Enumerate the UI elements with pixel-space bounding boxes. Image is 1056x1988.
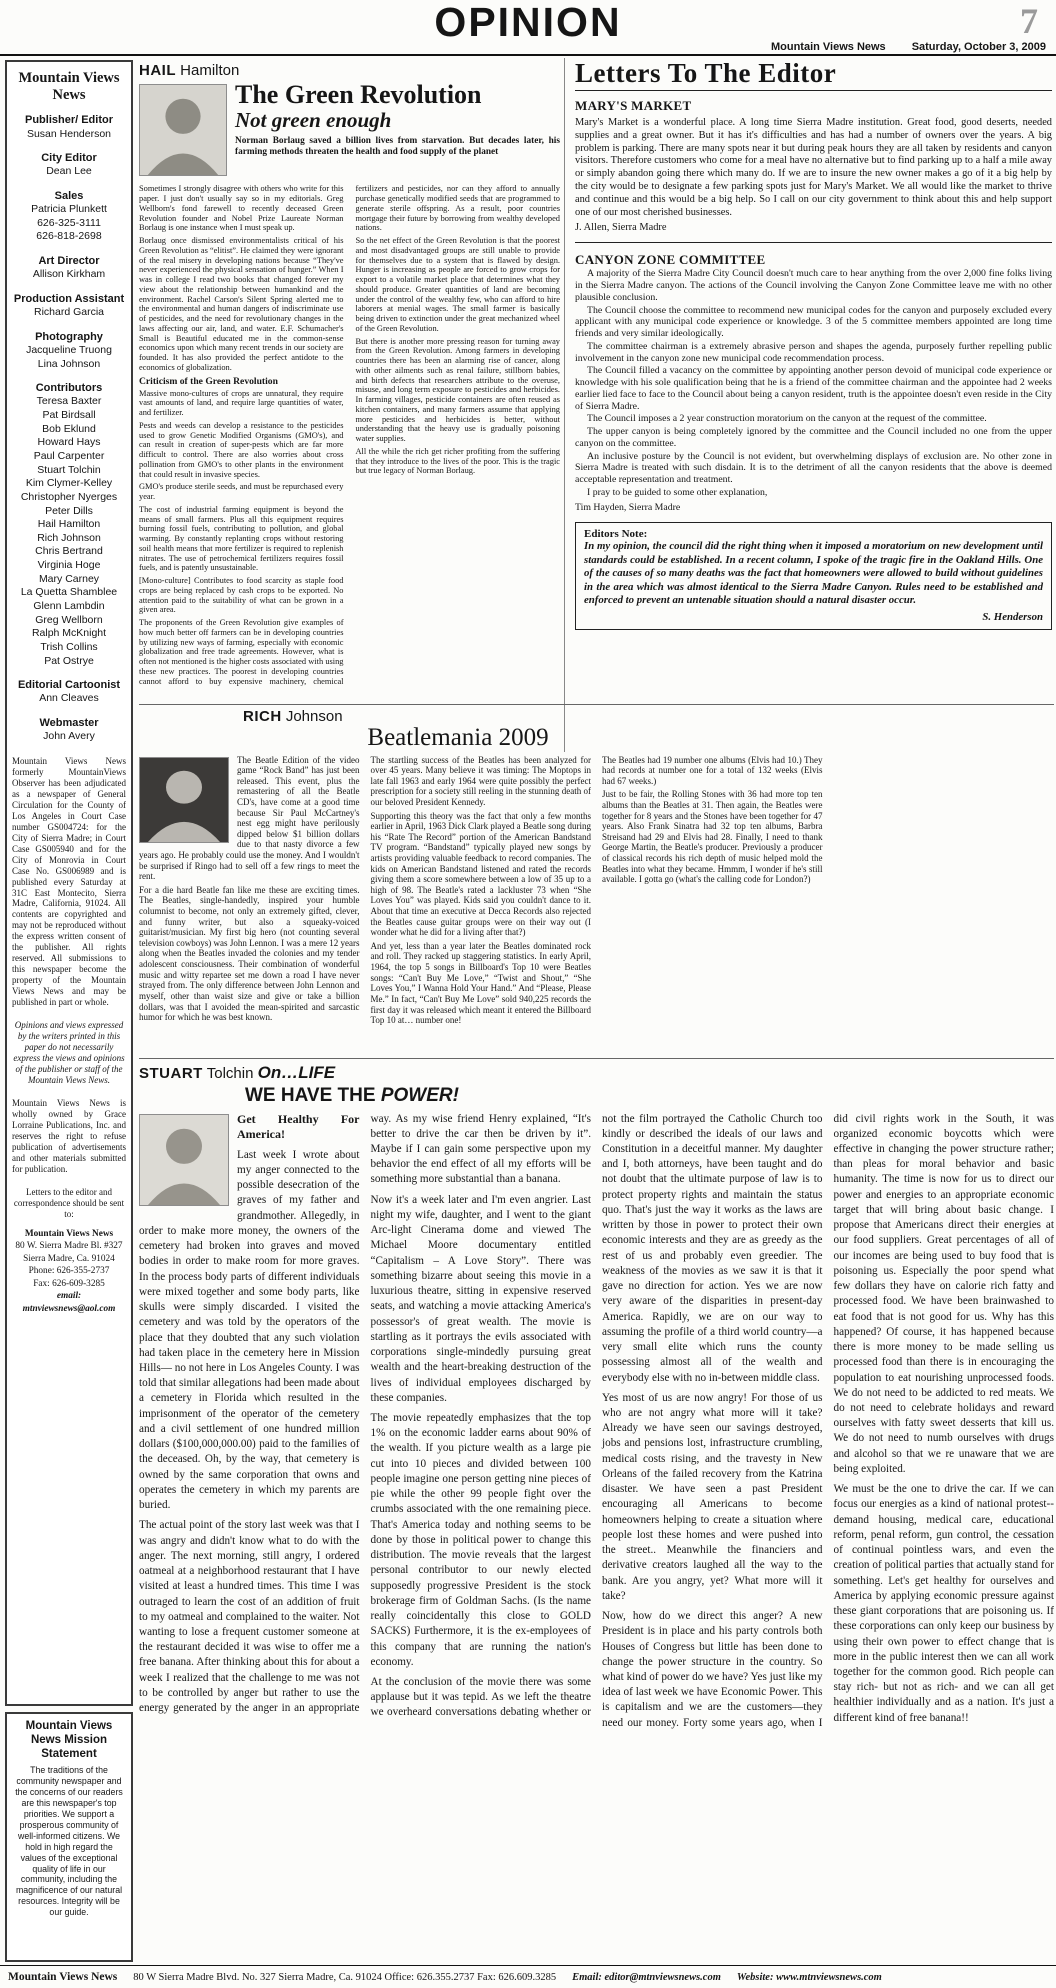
body-paragraph: All the while the rich get richer profiting from the suffering that they introduce to the lives of the poor. This is the tragic but true legacy of Norman Borlaug.: [355, 446, 560, 476]
footer-email-value: editor@mtnviewsnews.com: [604, 1971, 721, 1983]
letter-paragraph: The committee chairman is a extremely abrasive person and shapes the agenda, purposely further repelling public involvement in the canyon zone new municipal code recommendation process.: [575, 340, 1052, 364]
kicker-last-name: Johnson: [285, 708, 343, 725]
person-name: Richard Garcia: [33, 306, 105, 319]
column-kicker: [139, 62, 560, 79]
mission-statement-box: [5, 1712, 133, 1962]
contributor-name: Bob Eklund: [42, 422, 96, 435]
role-label: Art Director: [38, 255, 100, 268]
letter-paragraph: The Council filled a vacancy on the committee by appointing another person devoid of municipal code experience or knowledge with his sole qualification being that he is a friend of the committee chairman and the appointee had 2 weeks earlier lied face to face to the Council about being a canyon resident, truth is the appointee doesn't even reside in the City of Sierra Madre.: [575, 365, 1052, 412]
article-intro: Get Healthy For America!: [237, 1111, 360, 1142]
contributor-name: Virginia Hoge: [37, 559, 101, 572]
kicker-last-name: Tolchin: [206, 1065, 254, 1082]
role-names: [12, 344, 126, 371]
paragraph-group: [139, 1112, 1054, 1731]
contributor-name: Greg Wellborn: [35, 613, 103, 626]
role-block-art-director: [12, 255, 126, 282]
letters-to-editor: [564, 58, 1054, 752]
person-name: Patricia Plunkett: [31, 203, 107, 216]
role-label: Production Assistant: [13, 292, 125, 305]
person-name: John Avery: [43, 730, 95, 743]
editors-note-signature: S. Henderson: [982, 610, 1043, 623]
paper-name: Mountain Views News: [770, 41, 886, 53]
page-footer: [0, 1965, 1056, 1988]
body-paragraph: Now it's a week later and I'm even angrier. Last night my wife, daughter, and I went to the giant Arc-light Cinerama dome and viewed The Michael Moore documentary entitled “Capitalism – A Love Story”. There was something bizarre about seeing this movie in a luxurious theatre, sitting in expensive reserved seats, and watching a movie attacking America's possessor's of great wealth. The movie is startling as it portrays the evils associated with corporations single-mindedly pursuing great wealth and the heart-breaking destruction of the lives of individual employees discharged by these companies.: [370, 1193, 591, 1404]
body-paragraph: Pests and weeds can develop a resistance to the pesticides used to grow Genetic Modified Organisms (GMO's), and can result in creation of super-pests which are far more difficult to control. There are also worries about cross pollination from GMO's to other plants in the environment that could result in invasive species.: [139, 420, 344, 479]
contributor-name: Teresa Baxter: [36, 395, 102, 408]
role-block-cartoonist: [12, 679, 126, 706]
role-label: Editorial Cartoonist: [17, 679, 121, 692]
letters-instruction: Letters to the editor and correspondence should be sent to:: [13, 1186, 125, 1219]
subhead: Not green enough: [235, 107, 392, 132]
kicker-column-name: On…LIFE: [257, 1063, 336, 1082]
ownership-notice: Mountain Views News is wholly owned by Grace Lorraine Publications, Inc. and reserves the right to refuse publication of advertisements and other materials submitted for publication.: [12, 1097, 126, 1174]
mission-body: The traditions of the community newspaper and the concerns of our readers are this newspaper's top priorities. We support a prosperous community of well-informed citizens. We hold in high regard the values of the exceptional quality of life in our community, including the magnificence of our natural resources. Integrity will be our guide.: [15, 1765, 123, 1918]
role-block-contributors: [12, 382, 126, 668]
footer-paper-name: Mountain Views News: [8, 1971, 118, 1983]
adjudication-notice: Mountain Views News formerly MountainViews Observer has been adjudicated as a newspaper of General Circulation for the County of Los Angeles in Court Case number GS004724: for the City of Sierra Madre; in Court Case GS005940 and for the City of Monrovia in Court Case No. GS006989 and is published every Saturday at 31C East Montecito, Sierra Madre, California, 91024. All contents are copyrighted and may not be reproduced without the express written consent of the publisher. All rights reserved. All submissions to this newspaper become the property of the Mountain Views News and may be published in part or whole.: [12, 755, 126, 1008]
footer-email: [572, 1972, 721, 1983]
contributor-name: Ralph McKnight: [31, 627, 107, 640]
portrait-placeholder-icon: [140, 758, 228, 842]
body-paragraph: So the net effect of the Green Revolution is that the poorest and most disadvantaged groups are still unable to provide for themselves due to a system that is flawed by design. Hunger is increasing as people are forced to grow crops for export to a volatile market place that determines what they should produce. Greater quantities of land are becoming under the control of the wealthy few, who can afford to hire laborers at menial wages. The small farmer is basically being driven to extinction under the great mechanized wheel of the Green Revolution.: [355, 236, 560, 333]
contributor-name: Kim Clymer-Kelley: [25, 477, 113, 490]
crosshead: Criticism of the Green Revolution: [139, 375, 278, 387]
article-beatlemania: [139, 704, 1054, 1054]
paragraph-group: [139, 184, 344, 372]
masthead-title: Mountain Views News: [18, 70, 120, 103]
headline: Beatlemania 2009: [367, 724, 549, 752]
address-line: mtnviewsnews@aol.com: [22, 1303, 116, 1314]
letter-signature: Tim Hayden, Sierra Madre: [575, 501, 681, 513]
headline-plain: WE HAVE THE: [245, 1084, 376, 1106]
letters-title: Letters To The Editor: [575, 58, 1052, 91]
letter-heading-canyon-zone: CANYON ZONE COMMITTEE: [575, 252, 766, 268]
contributor-name: Rich Johnson: [37, 531, 101, 544]
role-label: Webmaster: [39, 717, 99, 730]
role-block-photography: [12, 331, 126, 371]
person-name: Lina Johnson: [37, 357, 101, 370]
contributor-name: Howard Hays: [37, 436, 101, 449]
body-paragraph: Sometimes I strongly disagree with others who write for this paper. I just don't usually say so in my editorials. Greg Wellborn's fond farewell to recently deceased Green Revolution founder and Nobel Prize Laureate Norman Borlaug is one instance when I must speak up.: [139, 184, 344, 233]
role-names: [12, 128, 126, 142]
mission-title: Mountain Views News Mission Statement: [25, 1720, 113, 1760]
role-label: City Editor: [41, 152, 97, 165]
contributor-name: Paul Carpenter: [33, 449, 105, 462]
footer-email-label: Email:: [572, 1971, 602, 1983]
masthead-sidebar: [5, 60, 133, 1706]
person-name: 626-325-3111: [37, 216, 101, 229]
contributor-name: Mary Carney: [38, 572, 100, 585]
article-body: [139, 184, 560, 694]
kicker-first-name: STUART: [139, 1065, 203, 1082]
body-paragraph: The startling success of the Beatles has been analyzed for over 45 years. Many believe it was timing: The Moptops in late fall 1963 and early 1964 were quite possibly the perfect prescription for a society still reeling in the stunning death of our beloved President Kennedy.: [370, 754, 591, 807]
person-name: 626-818-2698: [36, 230, 102, 243]
body-paragraph: Borlaug once dismissed environmentalists critical of his Green Revolution as “elitist”. He claimed they were ignorant of the real misery in developing nations because “They've never experienced the physical sensation of hunger.” When I was in college I read two books that changed forever my view about the relationship between humankind and the environment. Rachel Carson's Silent Spring alerted me to the environmental and human dangers of indiscriminate use of pesticides, and the need for revolutionary changes in the laws affecting our air, land, and water. E.F. Schumacher's Small is Beautiful educated me in the common-sense economics upon which many recent trends in our society are founded. It has also provided the perfect antidote to the economics of globalization.: [139, 236, 344, 372]
body-paragraph: And yet, less than a year later the Beatles dominated rock and roll. They racked up staggering statistics. In early April, 1964, the top 5 songs in Billboard's Top 10 were Beatles songs: “Can't Buy Me Love,” “Twist and Shout,” “She Loves You,” I Wanna Hold Your Hand.” And “Please, Please Me.” In fact, “Can't Buy Me Love” sold 940,225 records the first day it was released which meant it entered the Billboard Top 10 at… number one!: [370, 940, 591, 1026]
body-paragraph: The cost of industrial farming equipment is beyond the means of small farmers. Plus all this equipment requires burning fossil fuels, contributing to pollution, and global warming. By constantly replanting crops without restoring soil health means that more fertilizer is required to replenish nitrates. The use of petrochemical fertilizers requires fossil fuels, and is patently unsustainable.: [139, 504, 344, 573]
address-line: email:: [56, 1291, 82, 1302]
paragraph-group: [575, 268, 1052, 498]
article-lede: Norman Borlaug saved a billion lives from starvation. But decades later, his farming methods threaten the health and food supply of the planet: [235, 135, 560, 158]
letter-paragraph: The Council choose the committee to recommend new municipal codes for the canyon and purposely excluded every applicant with any municipal code experience or knowledge. 3 of the 5 committee members appointed are long time friends and very similar ideologically.: [575, 304, 1052, 340]
role-label: Contributors: [35, 382, 103, 395]
person-name: Susan Henderson: [26, 127, 112, 140]
column-kicker: [243, 708, 1054, 725]
body-paragraph: The proponents of the Green Revolution give examples of how much better off farmers can be in developing countries by utilizing new ways of farming, especially with economic globalization and free trade agreements. However, what is often not mentioned is the higher costs associated with using these new practices. The poorest in developing countries cannot afford to buy expensive machinery, chemical fertilizers and pesticides, nor can they afford to annually purchase genetically modified seeds that are programmed to generate sterile offspring. As a result, poor countries mortgage their future by borrowing from wealthy developed nations.: [139, 184, 560, 686]
role-block-city-editor: [12, 152, 126, 179]
address-line: Fax: 626-609-3285: [33, 1278, 105, 1289]
address-line: 80 W. Sierra Madre Bl. #327: [15, 1241, 123, 1252]
letter-paragraph: The upper canyon is being completely ignored by the committee and the Council included no one from the upper canyon on the committee.: [575, 426, 1052, 449]
address-line: Mountain Views News: [24, 1228, 114, 1239]
headline: The Green Revolution: [235, 82, 482, 110]
contributor-name: Chris Bertrand: [35, 545, 103, 558]
role-block-production: [12, 293, 126, 320]
role-names: [12, 692, 126, 706]
letter-heading-marys-market: MARY'S MARKET: [575, 98, 692, 113]
role-names: [12, 730, 126, 744]
editors-note-body: In my opinion, the council did the right thing when it imposed a moratorium on new development until standards could be established. In a recent column, I spoke of the tragic fire in the Oakland Hills. One of the causes of so many deaths was the fact that homeowners were allowed to build without guidelines in the area which was almost identical to the Sierra Madre Canyon. Rules need to be established and enforced to prevent an untenable situation should a natural disaster occur.: [584, 540, 1043, 607]
role-block-sales: [12, 190, 126, 244]
body-paragraph: The movie repeatedly emphasizes that the top 1% on the economic ladder earns about 90% of the wealth. If you picture wealth as a large pie cut into 10 pieces and divided between 100 people imagine one person getting nine pieces of pie while the other 99 people fight over the crumbs associated with the one remaining piece. That's America today and nothing seems to be done by those in political power to change this distribution. The movie reveals that the largest personal contributor to our newly elected supposedly progressive President is the stock brokerage firm of Goldman Sachs. (Is the name really coincidentally this close to GOLD SACKS) Furthermore, it is the ex-employees of this company that are running the nation's economy.: [370, 1412, 591, 1668]
paragraph-group: [139, 755, 823, 1043]
contributor-list: [12, 395, 126, 668]
body-paragraph: For a die hard Beatle fan like me these are exciting times. The Beatles, single-handedly, inspired your humble columnist to become, not only an extremely gifted, clever, and funny writer, but also a squeaky-voiced guitarist/musician. My first big hero (not counting several television cowboys) was John Lennon. I was a mere 12 years along when the Beatles invaded the colonies and my tender adolescent consciousness. Their combination of wonderful music and witty repartee set me down a road I have never strayed from. The only difference between John Lennon and myself, other than waist size and give or take a billion dollars, was that I avoided the mean-spirited and sarcastic humor for which he was best known.: [139, 884, 360, 1023]
portrait-placeholder-icon: [140, 1115, 228, 1205]
role-block-webmaster: [12, 717, 126, 744]
contributor-name: Pat Birdsall: [42, 409, 96, 422]
kicker-first-name: HAIL: [139, 62, 176, 79]
contributor-name: Pat Ostrye: [44, 654, 94, 667]
section-title: OPINION: [434, 0, 622, 45]
role-label: Sales: [54, 190, 84, 202]
article-head: [139, 82, 560, 180]
footer-website: [737, 1972, 882, 1983]
opinions-disclaimer: Opinions and views expressed by the writers printed in this paper do not necessarily express the views and opinions of the publisher or staff of the Mountain Views News.: [13, 1020, 125, 1086]
article-body: [139, 755, 1054, 1043]
letter-paragraph: A majority of the Sierra Madre City Council doesn't much care to hear anything from the over 2,000 fine folks living in the Sierra Madre canyon. The actions of the Council involving the Canyon Zone Committee leave me with no other plausible conclusion.: [575, 268, 1052, 303]
article-body: [139, 1112, 1054, 1731]
portrait-placeholder-icon: [140, 85, 226, 175]
body-paragraph: The Beatles had 19 number one albums (Elvis had 10.) They had records at number one for a total of 132 weeks (Elvis had 67 weeks.): [602, 754, 823, 786]
body-paragraph: [Mono-culture] Contributes to food scarcity as staple food crops are being replaced by cash crops to be exported. No attention paid to the suitability of what can be grown in a given area.: [139, 576, 344, 615]
kicker-first-name: RICH: [243, 708, 282, 725]
body-paragraph: Last week I wrote about my anger connected to the possible desecration of the graves of my father and grandmother. Allegedly, in order to make more money, the owners of the cemetery had broken into graves and moved bodies in order to make room for more graves. In the process body parts of different individuals were mixed together and some body parts, like skulls were simply discarded. I visited the cemetery and was told by the operators of the place that they doubted that any such violation had taken place in the cemetery here in Mission Hills— no not here in Los Angeles County. I was told that similar allegations had been made about a cemetery in Florida which resulted in the imprisonment of the operator of the cemetery and a civil settlement of one hundred million dollars ($100,000,000.00) paid to the families of the deceased. Oh, by the way, that cemetery is owned by the same corporation that owns and operates the cemetery in which my parents are buried.: [139, 1148, 360, 1512]
body-paragraph: At the conclusion of the movie there was some applause but it was tepid. As we left the theatre we overheard conversations debating whether or not the film portrayed the Catholic Church too kindly or described the ideals of our laws and Constitution in a deceitful manner. My daughter and I, both attorneys, have been taught and do not doubt that the ultimate purpose of law is to protect property rights and maintain the status quo. That's just the way it works as the laws are written by those in power to protect their own economic interests and they are as greedy as the rest of us and probably even greedier. The weakness of the movies as we saw it is that it gave no direction for action. Yes we are now very aware of the disparities in present-day America. Rapidly, we are on our way to assuming the profile of a third world country—a very small elite which runs the county possessing almost all of the wealth and everybody else with no in-between middle class.: [370, 1112, 823, 1719]
person-name: Dean Lee: [46, 165, 92, 178]
article-we-have-the-power: [139, 1058, 1054, 1960]
column-kicker: [139, 1063, 1054, 1083]
role-names: [12, 203, 126, 244]
article-head: [243, 708, 1054, 752]
editors-note-box: [575, 522, 1052, 630]
page-header: [0, 0, 1056, 56]
letter-paragraph: An inclusive posture by the Council is not evident, but overwhelming displays of exclusion are. No other zone in Sierra Madre is treated with such disdain. It is to the detriment of all the canyon residents that the above is deemed acceptable representation and treatment.: [575, 450, 1052, 486]
footer-address: 80 W Sierra Madre Blvd. No. 327 Sierra Madre, Ca. 91024 Office: 626.355.2737 Fax: 626.609.3285: [133, 1971, 557, 1983]
body-paragraph: The actual point of the story last week was that I was angry and didn't know what to do with the anger. The next morning, still angry, I ordered oatmeal at a neighborhood restaurant that I have visited at least a hundred times. This time I was outraged to learn the cost of an addition of fruit to my oatmeal and complained to the waiter. Not wanting to lose a frequent customer someone at the restaurant decided it was wise to offer me a free banana. After thinking about this for about a week I realized that the challenge to me was not to be controlled by anger but rather to use the energy generated by the anger in an appropriate way. As my wise friend Henry explained, “It's better to drive the car then be driven by it”. Maybe if I can gain some perspective upon my behavior the end effect of all my efforts will be something more substantial than a banana.: [139, 1112, 591, 1715]
letter-body: Mary's Market is a wonderful place. A long time Sierra Madre institution. Great food, good deserts, needed supplies and a great owner. But it has it's difficulties and has had a number of owners over the years. A big problem is parking. There are many spots near it but during peak hours they are all taken by residents and canyon visitors. Therefore customers who come for a meal have no alternative but to find parking up to a half a mile away or simply abandon going there which many do. If we are to insure the new owner makes a go of it a big help by the city would be to designate a few parking spots just for Mary's Market. We all would like the market to thrive and continue and this would be a big help. So I call on our city government to think about this and help support one of our most cherished businesses.: [575, 117, 1052, 218]
letter-paragraph: The Council imposes a 2 year construction moratorium on the canyon at the request of the committee.: [587, 413, 987, 425]
footer-website-label: Website:: [736, 1971, 774, 1983]
contributor-name: Glenn Lambdin: [33, 600, 105, 613]
editors-note-heading: Editors Note:: [584, 528, 648, 541]
role-label: Publisher/ Editor: [24, 114, 113, 127]
address-line: Sierra Madre, Ca. 91024: [23, 1253, 115, 1264]
body-paragraph: The Beatle Edition of the video game “Rock Band” has just been released. This event, plus the remastering of all the Beatle CD's, have come at a good time because Sir Paul McCartney's nest egg might have perilously dipped below $1 billion dollars due to that nasty divorce a few years ago. He probably could use the money. And I wouldn't be surprised if Ringo had to sell off a few rings to meet the rent.: [139, 754, 360, 882]
person-name: Jacqueline Truong: [26, 343, 112, 356]
role-block-publisher: [12, 114, 126, 141]
page-number: 7: [1020, 1, 1038, 41]
contact-address: [12, 1228, 126, 1316]
dateline: [771, 41, 1046, 53]
issue-date: Saturday, October 3, 2009: [911, 41, 1046, 53]
body-paragraph: Supporting this theory was the fact that only a few months earlier in April, 1963 Dick Clark played a Beatle song during his “Rate The Record” portion of the American Bandstand TV program. “Bandstand” typically played new songs by artists providing valuable feedback to record companies. The kids on American Bandstand listened and rated the records giving them a score somewhere between a low of 35 up to a high of 98. The Beatle's rated a lackluster 73 when “She Loves You” was played. Kids said you couldn't dance to it. About that time an executive at Decca Records also rejected the Beatles cause guitar groups were on their way out (I wonder what he did for a living after that?): [370, 810, 591, 938]
body-paragraph: Just to be fair, the Rolling Stones with 36 had more top ten albums than the Beatles at 31. Then again, the Beatles were together for 8 years and the Stones have been together for 47 years. Also Frank Sinatra had 32 top ten albums, Barbra Streisand had 29 and Elvis had 28. Finally, I need to thank George Martin, the Beatle's producer. Previously a producer of classical records his rich depth of music helped mold the Beatles into what they became. Hmmm, I wonder if he's still available. I gotta go (what's the calling code for London?): [602, 789, 823, 885]
rich-johnson-photo: [139, 757, 229, 843]
letter-paragraph: I pray to be guided to some other explanation,: [587, 486, 768, 498]
hail-hamilton-photo: [139, 84, 227, 176]
letter-canyon-zone: [575, 242, 1052, 513]
contributor-name: Trish Collins: [40, 640, 98, 653]
kicker-last-name: Hamilton: [180, 62, 240, 79]
person-name: Allison Kirkham: [32, 268, 106, 281]
article-green-revolution: [139, 62, 560, 700]
body-paragraph: But there is another more pressing reason for turning away from the Green Revolution. Among farmers in developing countries there has been an alarming rise of cancer, along with other ailments such as renal failure, stillborn babies, and birth defects that researchers attribute to the overuse, misuse, and long term exposure to pesticides and herbicides. In farming villages, pesticide containers are often reused as kitchen containers, and many farmers assume that applying more pesticides and herbicides is better, without understanding that the heavy use is gradually poisoning water supplies.: [355, 336, 560, 443]
headline-italic: POWER!: [380, 1084, 459, 1106]
role-names: [12, 306, 126, 320]
contributor-name: Christopher Nyerges: [20, 490, 118, 503]
address-line: Phone: 626-355-2737: [28, 1266, 110, 1277]
body-paragraph: Now, how do we direct this anger? A new President is in place and his party controls both Houses of Congress but little has been done to change the power structure in the country. So what kind of power do we have? Yes just like my idea of last week we have Economic Power. This is capitalism and we are the customers—they need our money. Forty some years ago, when I did civil rights work in the South, it was organized economic boycotts which were effective in changing the power structure rather; than pleas for moral behavior and basic humanity. The time is now for us to direct our power and energies to an appropriate economic target that will bring about basic change. I propose that Americans direct their energies at our food suppliers. Great percentages of all of our incomes are being used to buy food that is poisoning us. Especially the poor spend what few dollars they have on calorie rich fatty and processed food. We have been brainwashed to eat food that is not good for us. Why has this happened? Of course, it has happened because there is more money to be made selling us processed food than there is in encouraging the population to eat nourishing unprocessed foods. We do not need to be addicted to red meats. We do not need to celebrate holidays and reward ourselves with fatty sweet desserts that kill us. We do not need to numb ourselves with drugs and alcohol so that we re unaware that we are being exploited.: [602, 1112, 1054, 1729]
person-name: Ann Cleaves: [39, 692, 99, 705]
body-paragraph: Massive mono-cultures of crops are unnatural, they require vast amounts of land, and require large quantities of water, and fertilizer.: [139, 388, 344, 418]
contributor-name: La Quetta Shamblee: [20, 586, 118, 599]
role-label: Photography: [35, 330, 103, 343]
stuart-tolchin-photo: [139, 1114, 229, 1206]
letter-signature: J. Allen, Sierra Madre: [575, 222, 667, 234]
body-paragraph: GMO's produce sterile seeds, and must be repurchased every year.: [139, 482, 344, 502]
contributor-name: Hail Hamilton: [37, 518, 101, 531]
body-paragraph: We must be the one to drive the car. If we can focus our energies as a kind of national protest-- demand housing, medical care, educational reform, penal reform, gun control, the cessation of continual pointless wars, and even the creation of political parties that actually stand for something. Let's get healthy for ourselves and America by applying economic pressure against these giant corporations that are poisoning us. If these corporations can only keep our business by using their own power to effect change that is more in the public interest then we can all work together for the common good. Rich people can stay rich- but not as rich- and we can all get healthier individually and as a nation. It's just a different kind of free banana!!: [833, 1483, 1054, 1724]
footer-website-value: www.mtnviewsnews.com: [776, 1971, 882, 1983]
contributor-name: Stuart Tolchin: [37, 463, 101, 476]
role-names: [12, 165, 126, 179]
contributor-name: Peter Dills: [45, 504, 93, 517]
body-paragraph: Yes most of us are now angry! For those of us who are not angry what more will it take? Already we have seen our savings destroyed, jobs and pensions lost, infrastructure crumbling, medical costs rising, and the travesty in New Orleans of the failed recovery from the Katrina disaster. We have seen a past President encouraging all Americans to become homeowners helping to create a situation where people lost these homes and were pushed into the street.. Meanwhile the financiers and derivative creators laughed all the way to the bank. Are you angry, yet? What more will it take?: [602, 1391, 823, 1602]
headline: [245, 1085, 1054, 1107]
role-names: [12, 268, 126, 282]
